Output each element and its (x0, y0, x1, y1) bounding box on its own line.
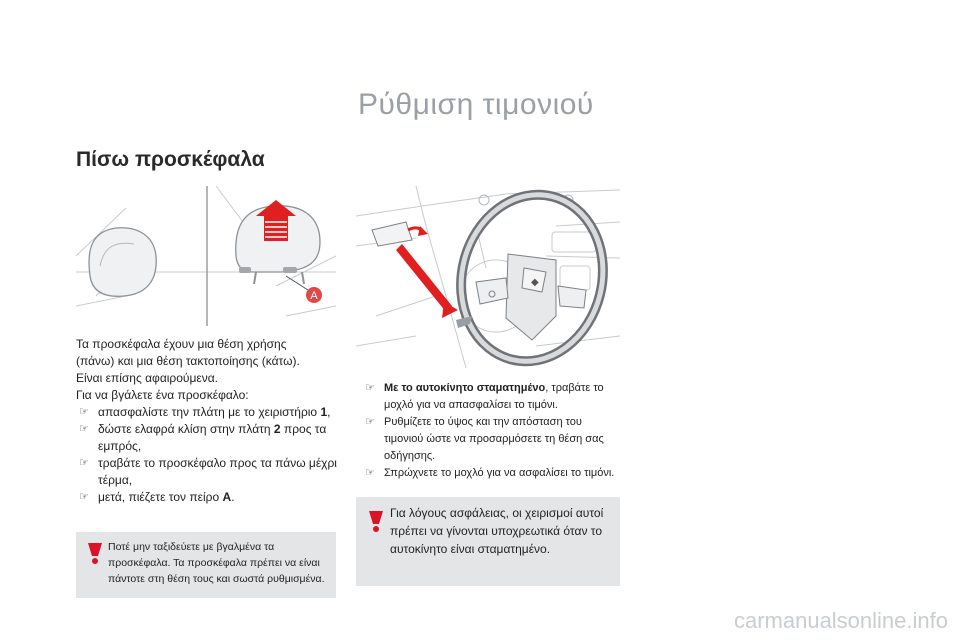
intro-line: Για να βγάλετε ένα προσκέφαλο: (76, 388, 249, 402)
step-item: ☞ τραβάτε το προσκέφαλο προς τα πάνω μέχρι τέρμα, (79, 456, 337, 487)
headrest-instructions (76, 336, 338, 506)
watermark: carmanualsonline.info (733, 608, 948, 633)
warning-text: Ποτέ μην ταξιδεύετε με βγαλμένα τα προσκέφαλα. Τα προσκέφαλα πρέπει να είναι πάντοτε στη θέση τους και σωστά ρυθμισμένα. (108, 541, 325, 585)
step-item: ☞ δώστε ελαφρά κλίση στην πλάτη 2 προς τα εμπρός, (79, 422, 327, 453)
step-item: ☞ Ρυθμίζετε το ύψος και την απόσταση του τιμονιού ώστε να προσαρμόσετε τη θέση σας οδήγησης. (365, 416, 604, 462)
marker-a-label: A (310, 290, 318, 302)
page-title: Ρύθμιση τιμονιού (358, 88, 594, 121)
step-item: ☞ απασφαλίστε την πλάτη με το χειριστήριο 1, (79, 405, 331, 419)
intro-line: Είναι επίσης αφαιρούμενα. (76, 371, 219, 385)
step-item: ☞ Με το αυτοκίνητο σταματημένο, τραβάτε το μοχλό για να απασφαλίσει το τιμόνι. (365, 382, 604, 411)
pointer-icon: ☞ (79, 423, 89, 435)
intro-line: (πάνω) και μια θέση τακτοποίησης (κάτω). (76, 354, 300, 368)
steering-instructions (362, 380, 622, 482)
warning-icon (367, 509, 385, 533)
section-heading-rear-headrests: Πίσω προσκέφαλα (76, 148, 265, 171)
step-item: ☞ μετά, πιέζετε τον πείρο A. (79, 490, 235, 504)
pointer-icon: ☞ (79, 491, 89, 503)
intro-line: Τα προσκέφαλα έχουν μια θέση χρήσης (76, 337, 287, 351)
svg-text:◆: ◆ (531, 277, 539, 288)
headrest-illustration (76, 186, 336, 326)
pointer-icon: ☞ (365, 382, 375, 394)
pointer-icon: ☞ (365, 467, 375, 479)
pointer-icon: ☞ (365, 416, 375, 428)
pointer-icon: ☞ (79, 406, 89, 418)
warning-text: Για λόγους ασφάλειας, οι χειρισμοί αυτοί πρέπει να γίνονται υποχρεωτικά όταν το αυτοκίνητο είναι σταματημένο. (390, 506, 604, 556)
headrest-warning-note (76, 532, 336, 598)
steering-wheel-illustration (356, 186, 620, 368)
step-item: ☞ Σπρώχνετε το μοχλό για να ασφαλίσει το τιμόνι. (362, 465, 622, 482)
warning-icon (86, 541, 104, 565)
steering-warning-note (356, 497, 620, 586)
pointer-icon: ☞ (79, 457, 89, 469)
